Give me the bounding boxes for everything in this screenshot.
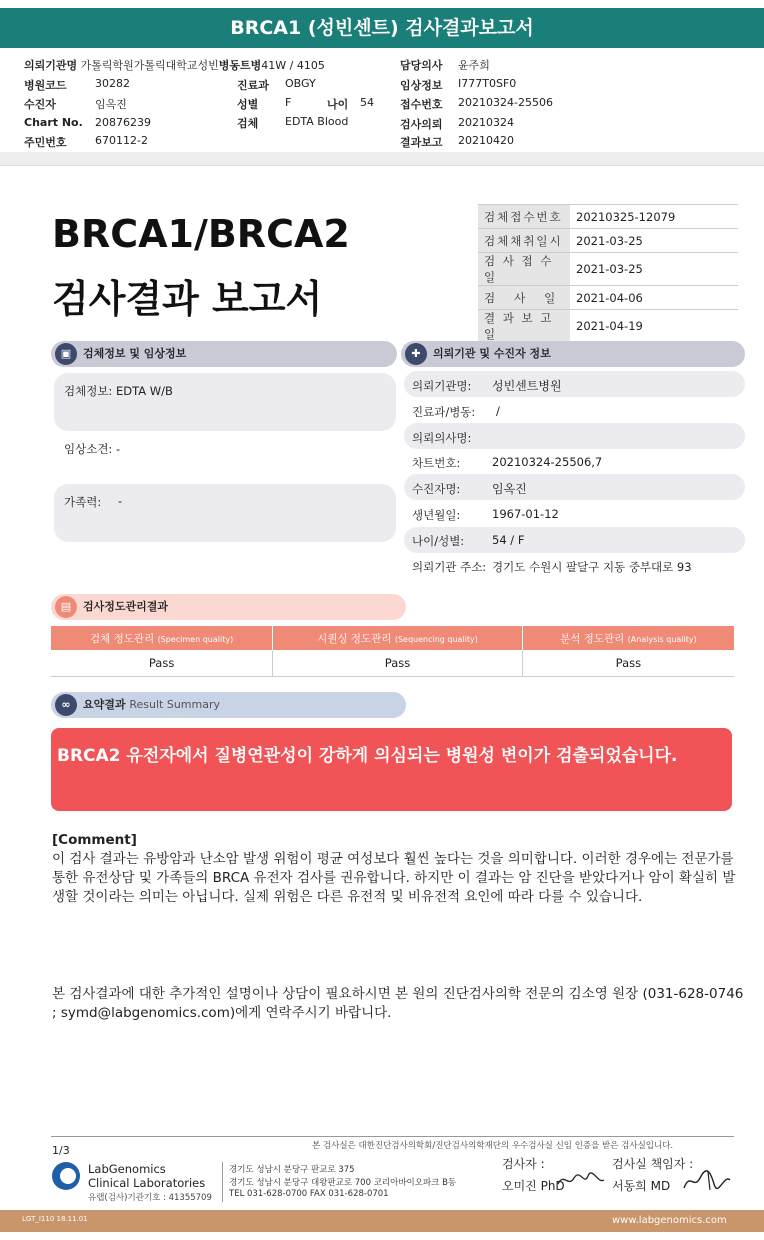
record-table [478, 204, 738, 343]
record-row [478, 229, 738, 253]
inst-value: / [496, 404, 500, 418]
manager-name: 서동희 MD [612, 1179, 671, 1193]
doc-code: LGT_I110 18.11.01 [22, 1215, 88, 1223]
record-value: 2021-03-25 [570, 229, 738, 253]
header-ssn-value: 670112-2 [95, 134, 148, 147]
record-value: 20210325-12079 [570, 205, 738, 229]
clipboard-icon: ▣ [55, 343, 77, 365]
document-icon: ▤ [55, 596, 77, 618]
header-clinical-value: I777T0SF0 [458, 77, 517, 90]
header-ssn: 주민번호 [24, 136, 67, 149]
header-receipt-value: 20210324-25506 [458, 96, 553, 109]
inst-key: 의뢰의사명: [412, 431, 472, 445]
inst-key: 차트번호: [412, 456, 461, 470]
record-key: 검 사 접 수 일 [478, 253, 570, 286]
header-dept-value: OBGY [285, 77, 316, 90]
inst-value: 임옥진 [492, 482, 527, 496]
header-requester: 의뢰기관명 가톨릭학원가톨릭대학교성빈병동트병41W / 4105 [24, 59, 325, 72]
inst-key: 생년월일: [412, 508, 461, 522]
record-value: 2021-04-06 [570, 286, 738, 310]
inst-key: 나이/성별: [412, 534, 465, 548]
ribbon-icon: ∞ [55, 694, 77, 716]
header-sex-value: F [285, 96, 292, 109]
company-code: 유랩(검사)기관기호 : 41355709 [88, 1193, 212, 1203]
inst-key: 진료과/병동: [412, 405, 476, 419]
page-number: 1/3 [52, 1144, 70, 1157]
clinical-findings: 임상소견: - [64, 442, 121, 456]
examiner-label: 검사자 : [502, 1157, 545, 1171]
qc-col-header: 분석 정도관리 (Analysis quality) [522, 626, 734, 650]
inst-value: 20210324-25506,7 [492, 455, 603, 469]
qc-col-header: 시퀀싱 정도관리 (Sequencing quality) [273, 626, 523, 650]
family-history-box [54, 484, 396, 542]
header-clinical: 임상정보 [400, 79, 443, 92]
family-history-label: 가족력: [64, 495, 102, 509]
summary-section-header [51, 692, 406, 718]
address1: 경기도 성남시 분당구 판교로 375 [229, 1165, 355, 1175]
header-specimen-value: EDTA Blood [285, 115, 349, 128]
header-hospital-code: 병원코드 [24, 79, 67, 92]
report-top-title: BRCA1 (성빈센트) 검사결과보고서 [0, 8, 764, 48]
header-age: 나이 [327, 98, 349, 111]
record-key: 검체채취일시 [478, 229, 570, 253]
inst-key: 수진자명: [412, 482, 461, 496]
website-link[interactable]: www.labgenomics.com [612, 1215, 727, 1226]
comment-text: 이 검사 결과는 유방암과 난소암 발생 위험이 평균 여성보다 훨씬 높다는 것을 의미합니다. 이러한 경우에는 전문가를 통한 유전상담 및 가족들의 BRCA 유전자 검사를 권유합니다. 하지만 이 결과는 암 진단을 받았다거나 암이 확실히 발생할 것이라는 의미는 아닙니다. 실제 위험은 다른 유전적 및 비유전적 요인에 따라 다를 수 있습니다. [52, 851, 736, 905]
inst-value: 경기도 수원시 팔달구 지동 중부대로 93 [492, 560, 692, 574]
inst-key: 의뢰기관 주소: [412, 560, 487, 574]
header-doctor-value: 윤주희 [458, 59, 490, 72]
record-key: 결 과 보 고 일 [478, 310, 570, 343]
examiner-signature [556, 1170, 606, 1194]
qc-col-header: 검체 정도관리 (Specimen quality) [51, 626, 273, 650]
qc-value: Pass [273, 650, 523, 676]
header-patient-value: 임옥진 [95, 98, 127, 111]
header-receipt: 접수번호 [400, 98, 443, 111]
footer-v-divider [222, 1162, 223, 1202]
report-title-line2: 검사결과 보고서 [52, 277, 323, 321]
contact-text: 본 검사결과에 대한 추가적인 설명이나 상담이 필요하시면 본 원의 진단검사의학 전문의 김소영 원장 (031-628-0746 ; symd@labgenomics.com)에게 연락주시기 바랍니다. [52, 986, 744, 1021]
footer-band [0, 1210, 764, 1232]
comment-label: [Comment] [52, 832, 137, 848]
header-age-value: 54 [360, 96, 374, 109]
summary-section-title-en: Result Summary [129, 698, 221, 711]
report-title-line1: BRCA1/BRCA2 [52, 212, 350, 256]
inst-value: 성빈센트병원 [492, 379, 562, 393]
header-request-value: 20210324 [458, 116, 514, 129]
specimen-section-title: 검체정보 및 임상정보 [83, 347, 187, 360]
record-row [478, 253, 738, 286]
manager-label: 검사실 책임자 : [612, 1157, 694, 1171]
summary-section-title: 요약결과 [83, 698, 126, 711]
header-specimen: 검체 [237, 117, 259, 130]
record-value: 2021-03-25 [570, 253, 738, 286]
inst-value: 54 / F [492, 533, 525, 547]
header-chart: Chart No. [24, 116, 83, 129]
company-name: LabGenomics [88, 1162, 166, 1176]
manager-signature [680, 1168, 732, 1198]
header-request: 검사의뢰 [400, 118, 443, 131]
record-value: 2021-04-19 [570, 310, 738, 343]
inst-key: 의뢰기관명: [412, 379, 472, 393]
family-history-value: - [118, 494, 123, 508]
header-chart-value: 20876239 [95, 116, 151, 129]
institution-section-header [401, 341, 745, 367]
qc-value: Pass [522, 650, 734, 676]
qc-table [51, 626, 734, 677]
qc-value: Pass [51, 650, 273, 676]
examiner-name: 오미진 PhD [502, 1179, 565, 1193]
record-row [478, 310, 738, 343]
header-divider [0, 152, 764, 166]
header-patient: 수진자 [24, 98, 56, 111]
record-key: 검 사 일 [478, 286, 570, 310]
header-doctor: 담당의사 [400, 59, 443, 72]
labgenomics-logo [52, 1162, 80, 1190]
summary-result: BRCA2 유전자에서 질병연관성이 강하게 의심되는 병원성 변이가 검출되었습니다. [51, 728, 732, 811]
specimen-info-box [54, 373, 396, 431]
institution-section-title: 의뢰기관 및 수진자 정보 [433, 347, 551, 360]
qc-section-title: 검사정도관리결과 [83, 600, 169, 613]
phone: TEL 031-628-0700 FAX 031-628-0701 [229, 1189, 389, 1199]
header-report-value: 20210420 [458, 134, 514, 147]
header-report: 결과보고 [400, 136, 443, 149]
header-sex: 성별 [237, 98, 259, 111]
hospital-icon: ✚ [405, 343, 427, 365]
inst-value: 1967-01-12 [492, 507, 559, 521]
record-row [478, 286, 738, 310]
address2: 경기도 성남시 분당구 대왕판교로 700 코리아바이오파크 B동 [229, 1178, 457, 1188]
qc-section-header [51, 594, 406, 620]
specimen-info: 검체정보: EDTA W/B [64, 384, 173, 398]
certification-text: 본 검사실은 대한진단검사의학회/진단검사의학재단의 우수검사실 신임 인증을 받은 검사실입니다. [312, 1141, 674, 1151]
record-key: 검체접수번호 [478, 205, 570, 229]
record-row [478, 205, 738, 229]
header-dept: 진료과 [237, 79, 269, 92]
company-sub: Clinical Laboratories [88, 1176, 206, 1190]
footer-divider [51, 1136, 734, 1137]
header-hospital-code-value: 30282 [95, 77, 130, 90]
specimen-section-header [51, 341, 397, 367]
